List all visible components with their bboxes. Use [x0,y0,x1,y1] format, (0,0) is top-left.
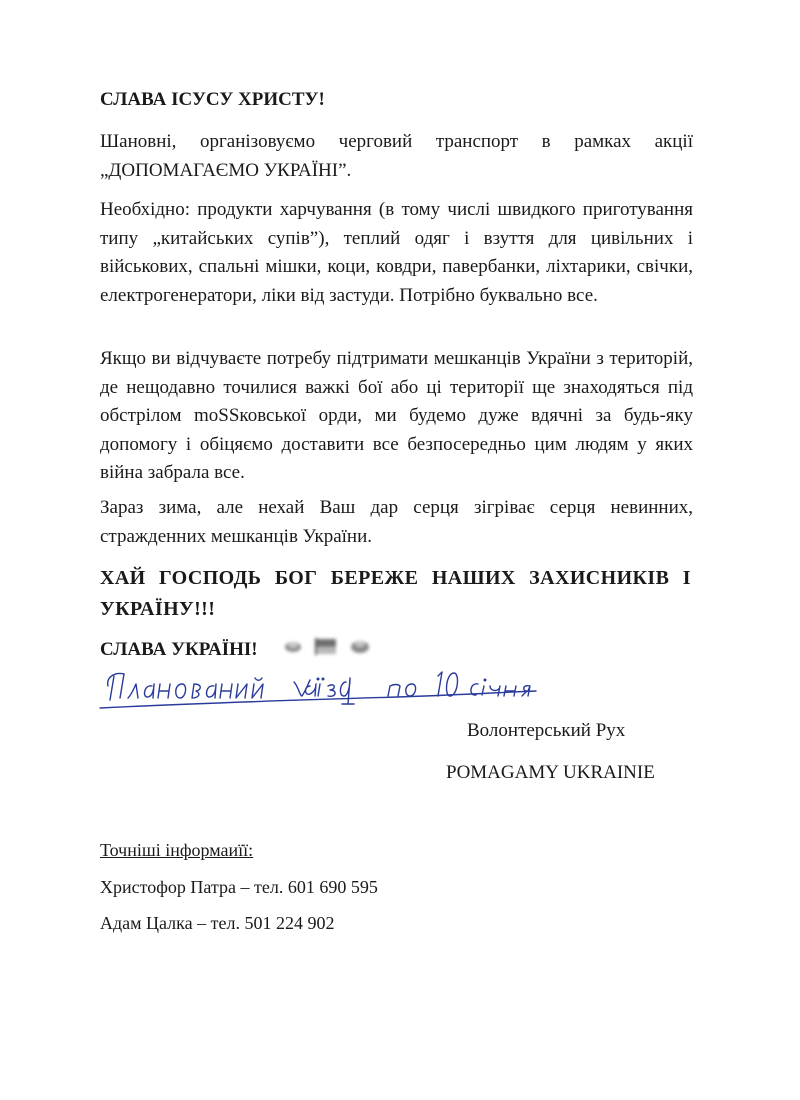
greeting-heading: СЛАВА ІСУСУ ХРИСТУ! [100,89,325,110]
winter-paragraph: Зараз зима, але нехай Ваш дар серця зігріває серця невинних, стражденних мешканців України. [100,497,693,547]
contacts-heading: Точніші інформаиїї: [100,840,254,860]
blurred-emoji-icons [282,635,374,659]
signature-name: POMAGAMY UKRAINIE [446,762,655,783]
ukraine-flag-icon [315,638,336,655]
glory-heading: СЛАВА УКРАЇНІ! [100,639,258,660]
appeal-paragraph: Якщо ви відчуваєте потребу підтримати мешканців України з територій, де нещодавно точилися важкі бої або ці території ще знаходяться під обстрілом moSSковської орди, ми будемо дуже вдячні за будь-яку допомогу і обіцяємо доставити все безпосередньо цим людям у яких війна забрала все. [100,348,693,483]
intro-line-2: „ДОПОМАГАЄМО УКРАЇНІ”. [100,160,352,181]
contact-row-2: Адам Цалка – тел. 501 224 902 [100,913,335,933]
blessing-heading: ХАЙ ГОСПОДЬ БОГ БЕРЕЖЕ НАШИХ ЗАХИСНИКІВ І УКРАЇНУ!!! [100,567,691,620]
contact-row-1: Христофор Патра – тел. 601 690 595 [100,877,378,897]
praying-hands-icon-2 [351,641,369,653]
signature-organization: Волонтерський Рух [467,720,626,741]
handwritten-note [98,664,538,724]
praying-hands-icon [285,642,301,652]
intro-line-1: Шановні, організовуємо черговий транспорт в рамках акції [100,131,693,152]
needs-paragraph: Необхідно: продукти харчування (в тому числі швидкого приготування типу „китайських супів”), теплий одяг і взуття для цивільних і військових, спальні мішки, коци, ковдри, павербанки, ліхтарики, свічки, електрогенератори, ліки від застуди. Потрібно буквально все. [100,199,693,306]
